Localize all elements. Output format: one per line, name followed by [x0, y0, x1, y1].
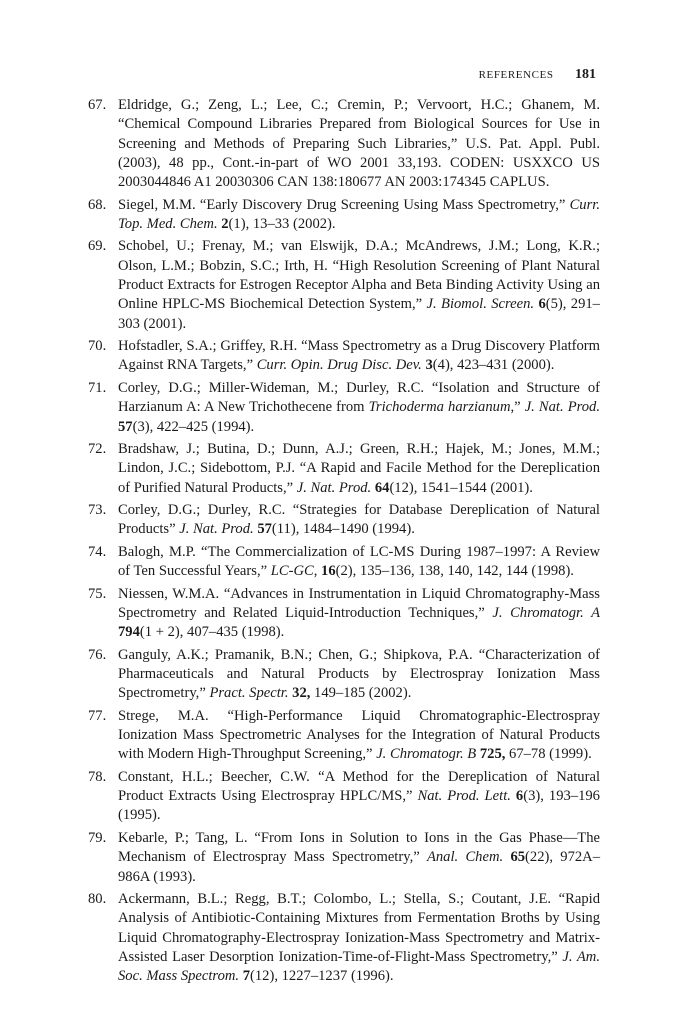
reference-entry [88, 196, 600, 235]
reference-text [118, 830, 600, 885]
journal-title: J. Nat. Prod. [179, 521, 254, 538]
reference-segment: ,” [510, 399, 525, 416]
volume-number: 57 [257, 521, 272, 538]
volume-number: 7 [242, 968, 251, 985]
reference-entry [88, 585, 600, 643]
reference-number: 70. [88, 338, 107, 355]
journal-title: LC-GC [270, 563, 314, 580]
reference-text [118, 586, 600, 641]
reference-segment: (3), 422–425 (1994). [132, 418, 255, 435]
reference-segment: (12), 1541–1544 (2001). [389, 479, 533, 496]
reference-entry [88, 707, 600, 765]
reference-segment: Corley, D.G.; Miller-Wideman, M.; Durley, R.C. “Isolation and Structure of Harzianum A: A New Trichothecene from [118, 379, 600, 416]
reference-segment: (12), 1227–1237 (1996). [250, 968, 394, 985]
reference-entry [88, 829, 600, 887]
reference-segment: (22), 972A–986A (1993). [118, 849, 600, 885]
reference-entry [88, 337, 600, 376]
volume-number: 794 [118, 624, 140, 641]
journal-title: Trichoderma harzianum [368, 399, 511, 416]
reference-text [118, 708, 600, 763]
volume-number: 32, [292, 685, 311, 702]
journal-title: J. Biomol. Screen. [426, 296, 535, 313]
reference-number: 74. [88, 543, 107, 560]
reference-entry [88, 890, 600, 986]
reference-entry [88, 768, 600, 826]
reference-segment: (1), 13–33 (2002). [228, 215, 336, 232]
reference-entry [88, 543, 600, 582]
reference-list [88, 96, 600, 990]
reference-number: 71. [88, 379, 107, 396]
journal-title: J. Am. Soc. Mass Spectrom. [118, 948, 600, 985]
reference-number: 69. [88, 238, 107, 255]
reference-entry [88, 646, 600, 704]
reference-number: 80. [88, 891, 107, 908]
reference-segment: Strege, M.A. “High-Performance Liquid Chromatographic-Electrospray Ionization Mass Spectrometric Analyses for the Integration of Natural Products with Modern High-Throughput Screening,” [118, 707, 600, 763]
journal-title: J. Chromatogr. B [376, 746, 477, 763]
journal-title: Curr. Top. Med. Chem. [118, 196, 600, 232]
reference-segment: Ackermann, B.L.; Regg, B.T.; Colombo, L.; Stella, S.; Coutant, J.E. “Rapid Analysis of Antibiotic-Containing Mixtures from Fermentation Broths by Using Liquid Chromatography-Electrospray Ionization-Mass Spectrometry and Matrix-Assisted Laser Desorption Ionization-Time-of-Flight-Mass Spectrometry,” [118, 891, 600, 965]
volume-number: 725, [479, 746, 506, 763]
reference-number: 75. [88, 585, 107, 602]
reference-segment: Bradshaw, J.; Butina, D.; Dunn, A.J.; Green, R.H.; Hajek, M.; Jones, M.M.; Lindon, J.C.; Sidebottom, P.J. “A Rapid and Facile Method for the Dereplication of Purified Natural Products,” [118, 440, 600, 496]
reference-segment: (2), 135–136, 138, 140, 142, 144 (1998). [335, 563, 574, 580]
running-header [479, 67, 596, 83]
reference-text [118, 769, 600, 824]
reference-segment: Ganguly, A.K.; Pramanik, B.N.; Chen, G.; Shipkova, P.A. “Characterization of Pharmaceuticals and Natural Products by Electrospray Ionization Mass Spectrometry,” [118, 646, 600, 702]
reference-number: 68. [88, 196, 107, 213]
reference-number: 67. [88, 97, 107, 113]
reference-number: 77. [88, 707, 107, 724]
reference-segment: , [313, 563, 322, 580]
reference-text [118, 380, 600, 435]
volume-number: 16 [321, 563, 336, 580]
journal-title: Pract. Spectr. [209, 685, 289, 702]
reference-number: 76. [88, 646, 107, 663]
reference-segment: (11), 1484–1490 (1994). [271, 521, 415, 538]
reference-text [118, 238, 600, 331]
reference-segment: Constant, H.L.; Beecher, C.W. “A Method for the Dereplication of Natural Product Extracts Using Electrospray HPLC/MS,” [118, 768, 600, 805]
page-number: 181 [575, 67, 596, 82]
reference-segment: Eldridge, G.; Zeng, L.; Lee, C.; Cremin, P.; Vervoort, H.C.; Ghanem, M. “Chemical Compound Libraries Prepared from Biological Sources for Use in Screening and Methods of Preparing Such Libraries,” U.S. Pat. Appl. Publ. (2003), 48 pp., Cont.-in-part of WO 2001 33,193. CODEN: USXXCO US 2003044846 A1 20030306 CAN 138:180677 AN 2003:174345 CAPLUS. [118, 97, 600, 191]
volume-number: 64 [374, 479, 390, 496]
volume-number: 6 [515, 788, 524, 805]
reference-entry [88, 379, 600, 437]
reference-segment: (4), 423–431 (2000). [432, 357, 555, 374]
volume-number: 57 [118, 418, 133, 435]
reference-number: 73. [88, 502, 107, 519]
reference-entry [88, 237, 600, 333]
reference-segment: Kebarle, P.; Tang, L. “From Ions in Solution to Ions in the Gas Phase—The Mechanism of Electrospray Mass Spectrometry,” [118, 829, 600, 866]
volume-number: 3 [425, 357, 433, 374]
running-head-title: REFERENCES [478, 69, 554, 81]
reference-segment: Niessen, W.M.A. “Advances in Instrumentation in Liquid Chromatography-Mass Spectrometry and Related Liquid-Introduction Techniques,” [118, 585, 600, 621]
journal-title: J. Nat. Prod. [524, 399, 600, 416]
reference-text [118, 97, 600, 190]
reference-segment: (1 + 2), 407–435 (1998). [139, 624, 285, 641]
reference-segment: Schobel, U.; Frenay, M.; van Elswijk, D.A.; McAndrews, J.M.; Long, K.R.; Olson, L.M.; Bobzin, S.C.; Irth, H. “High Resolution Screening of Plant Natural Product Extracts for Estrogen Receptor Alpha and Beta Binding Activity Using an Online HPLC-MS Biochemical Detection System,” [118, 238, 600, 313]
reference-segment: 67–78 (1999). [505, 746, 592, 763]
reference-entry [88, 501, 600, 540]
reference-text [118, 502, 600, 537]
reference-text [118, 647, 600, 702]
reference-segment: (3), 193–196 (1995). [118, 788, 600, 824]
reference-segment: Siegel, M.M. “Early Discovery Drug Screening Using Mass Spectrometry,” [118, 196, 570, 213]
reference-entry [88, 96, 600, 192]
journal-title: Anal. Chem. [426, 849, 504, 866]
reference-segment: Balogh, M.P. “The Commercialization of LC-MS During 1987–1997: A Review of Ten Successful Years,” [118, 543, 600, 580]
reference-text [118, 338, 600, 373]
volume-number: 6 [538, 296, 546, 313]
journal-title: Curr. Opin. Drug Disc. Dev. [256, 357, 422, 374]
reference-number: 72. [88, 440, 107, 457]
reference-segment: (5), 291–303 (2001). [118, 296, 600, 332]
journal-title: J. Chromatogr. A [492, 604, 600, 621]
journal-title: Nat. Prod. Lett. [417, 788, 511, 805]
reference-number: 78. [88, 768, 107, 785]
volume-number: 65 [510, 849, 526, 866]
reference-segment: Corley, D.G.; Durley, R.C. “Strategies for Database Dereplication of Natural Products” [118, 502, 600, 538]
reference-text [118, 197, 600, 232]
reference-segment: 149–185 (2002). [310, 685, 412, 702]
reference-number: 79. [88, 829, 107, 846]
reference-entry [88, 440, 600, 498]
reference-text [118, 544, 600, 579]
volume-number: 2 [221, 215, 229, 232]
reference-text [118, 441, 600, 496]
journal-title: J. Nat. Prod. [296, 479, 372, 496]
reference-text [118, 891, 600, 984]
reference-segment: Hofstadler, S.A.; Griffey, R.H. “Mass Spectrometry as a Drug Discovery Platform Against RNA Targets,” [118, 338, 600, 374]
